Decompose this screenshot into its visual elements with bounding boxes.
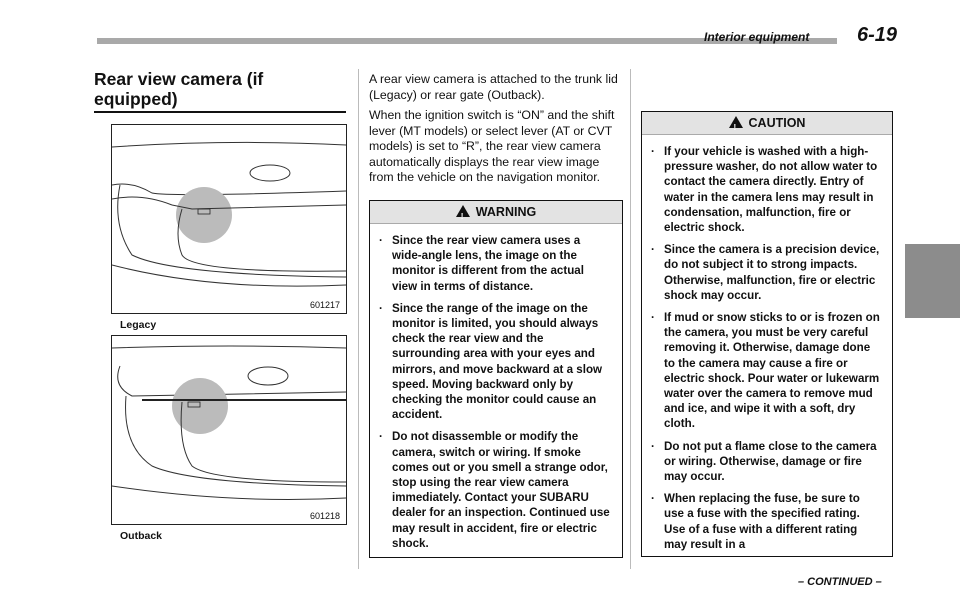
warning-item: . Since the rear view camera uses a wide-angle lens, the image on the monitor is different from the actual view in terms of distance. bbox=[376, 233, 612, 294]
chapter-tab bbox=[905, 244, 960, 318]
caution-item: . Since the camera is a precision device, do not subject it to strong impacts. Otherwise, malfunction, fire or electric shock may occur. bbox=[648, 242, 882, 303]
caution-header bbox=[642, 112, 892, 135]
caution-box bbox=[641, 111, 893, 557]
caution-triangle-icon bbox=[729, 116, 743, 128]
title-underline bbox=[94, 111, 346, 113]
caution-item: . If your vehicle is washed with a high-pressure washer, do not allow water to contact the camera directly. Entry of water in the camera lens may result in condensation, malfunction, fire or electric shock. bbox=[648, 144, 882, 235]
legacy-camera-illustration bbox=[111, 124, 347, 314]
warning-box bbox=[369, 200, 623, 558]
caution-item: . If mud or snow sticks to or is frozen on the camera, you must be very careful removing it. Otherwise, damage done to the camera may cause a fire or electric shock. Pour water or lukewarm water over the camera to remove mud and ice, and wipe it with a soft, dry cloth. bbox=[648, 310, 882, 432]
warning-list bbox=[376, 233, 612, 558]
warning-item: . Do not disassemble or modify the camera, switch or wiring. If smoke comes out or you smell a strange odor, stop using the rear view camera immediately. Contact your SUBARU dealer for an inspection. Continued use may result in accident, fire or electric shock. bbox=[376, 429, 612, 551]
column-divider bbox=[630, 69, 631, 569]
outback-caption: Outback bbox=[120, 530, 163, 542]
intro-paragraph-1: A rear view camera is attached to the trunk lid (Legacy) or rear gate (Outback). bbox=[369, 72, 618, 102]
warning-item: . Since the range of the image on the monitor is limited, you should always check the rear view and the surrounding area with your eyes and mirrors, and move backward at a slow speed. Moving backward only by checking the monitor could cause an accident. bbox=[376, 301, 612, 423]
outback-gate-drawing bbox=[112, 336, 346, 524]
header-section-title: Interior equipment bbox=[704, 30, 810, 44]
image-code: 601218 bbox=[309, 511, 340, 521]
page-number: 6-19 bbox=[857, 24, 898, 46]
caution-title: CAUTION bbox=[748, 116, 806, 130]
warning-triangle-icon bbox=[456, 205, 470, 217]
caution-item: . When replacing the fuse, be sure to use a fuse with the specified rating. Use of a fuse with a different rating may result in a bbox=[648, 491, 882, 552]
legacy-trunk-drawing bbox=[112, 125, 346, 313]
image-code: 601217 bbox=[309, 300, 340, 310]
outback-camera-illustration bbox=[111, 335, 347, 525]
warning-header bbox=[370, 201, 622, 224]
caution-list bbox=[648, 144, 882, 559]
column-divider bbox=[358, 69, 359, 569]
legacy-caption: Legacy bbox=[120, 319, 157, 331]
section-title: Rear view camera (if equipped) bbox=[94, 69, 264, 109]
caution-item: . Do not put a flame close to the camera or wiring. Otherwise, damage or fire may occur. bbox=[648, 439, 882, 485]
intro-paragraph-2: When the ignition switch is “ON” and the shift lever (MT models) or select lever (AT or CVT models) is set to “R”, the rear view camera automatically displays the rear view image from the vehicle on the navigation monitor. bbox=[369, 108, 615, 185]
continued-label: – CONTINUED – bbox=[798, 576, 882, 588]
warning-title: WARNING bbox=[475, 205, 537, 219]
